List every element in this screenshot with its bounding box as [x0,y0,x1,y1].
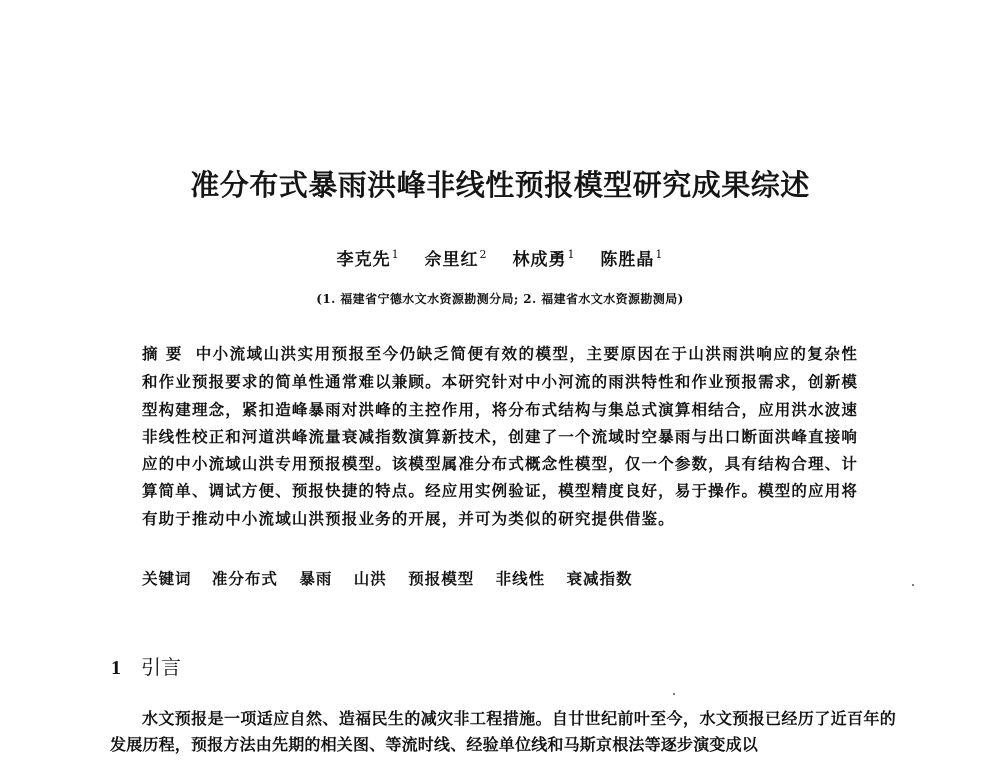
affiliation-marker: 1 [391,248,400,262]
author-name: 佘里红 [424,250,479,270]
section-heading [111,651,181,680]
keyword: 衰减指数 [566,569,633,588]
section-title: 引言 [141,655,181,679]
paper-title: 准分布式暴雨洪峰非线性预报模型研究成果综述 [190,168,810,202]
keywords [142,567,858,589]
keyword: 预报模型 [408,569,475,588]
affiliation-marker: 1 [567,248,576,262]
affiliation-marker: 1 [655,248,664,262]
scan-speck [673,693,675,695]
section-number: 1 [111,657,121,679]
abstract-text: 中小流域山洪实用预报至今仍缺乏简便有效的模型，主要原因在于山洪雨洪响应的复杂性和作业预报要求的简单性通常难以兼顾。本研究针对中小河流的雨洪特性和作业预报需求，创新模型构建理念，紧扣造峰暴雨对洪峰的主控作用，将分布式结构与集总式演算相结合，应用洪水波速非线性校正和河道洪峰流量衰减指数演算新技术，创建了一个流域时空暴雨与出口断面洪峰直接响应的中小流域山洪专用预报模型。该模型属准分布式概念性模型，仅一个参数，具有结构合理、计算简单、调试方便、预报快捷的特点。经应用实例验证，模型精度良好，易于操作。模型的应用将有助于推动中小流域山洪预报业务的开展，并可为类似的研究提供借鉴。 [142,344,858,528]
author-name: 陈胜晶 [600,250,655,270]
author-name: 李克先 [336,250,391,270]
keyword: 暴雨 [299,569,333,588]
author-list [0,245,1000,270]
author-4 [600,245,663,270]
affiliation-marker: 2 [479,248,488,262]
author-3 [512,245,575,270]
body-paragraph: 水文预报是一项适应自然、造福民生的减灾非工程措施。自廿世纪前叶至今，水文预报已经历了近百年的发展历程，预报方法由先期的相关图、等流时线、经验单位线和马斯京根法等逐步演变成以 [110,709,896,754]
affiliations: (1. 福建省宁德水文水资源勘测分局; 2. 福建省水文水资源勘测局) [316,292,684,306]
keywords-label: 关键词 [142,570,192,588]
author-1 [337,245,400,270]
keyword: 准分布式 [211,569,278,588]
keyword: 山洪 [353,569,387,588]
scan-speck [912,584,914,586]
abstract-label: 摘要 [142,345,190,363]
author-2 [425,245,488,270]
author-name: 林成勇 [512,250,567,270]
keyword: 非线性 [495,569,546,588]
abstract [142,340,858,532]
